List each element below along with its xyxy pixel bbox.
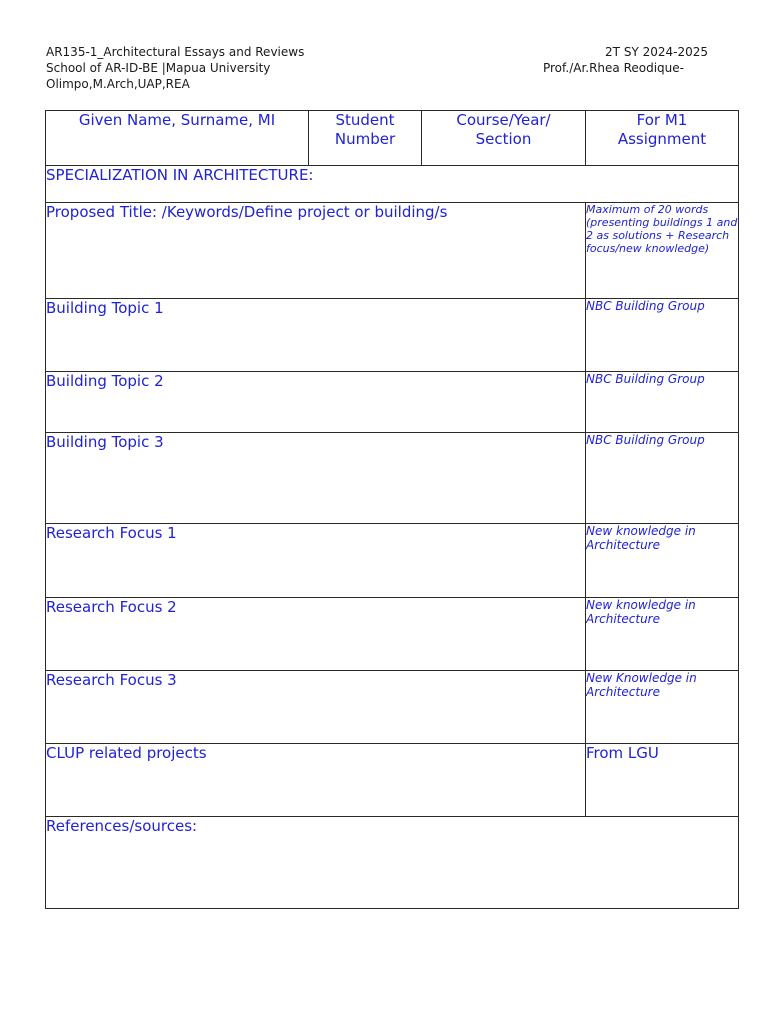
table-row — [46, 433, 739, 524]
table-row — [46, 372, 739, 433]
row-note: Maximum of 20 words (presenting buildings 1 and 2 as solutions + Research focus/new knowledge) — [586, 203, 738, 255]
student-number-header-line1: Student — [335, 111, 395, 129]
row-note-cell — [586, 372, 739, 433]
row-note-cell — [586, 203, 739, 299]
row-note: New knowledge in Architecture — [586, 524, 696, 552]
table-row — [46, 299, 739, 372]
name-header-cell[interactable] — [46, 111, 309, 166]
header-line-3 — [46, 76, 714, 92]
table-row — [46, 744, 739, 817]
specialization-row — [46, 166, 739, 203]
row-note: NBC Building Group — [586, 299, 705, 313]
assignment-header-line1: For M1 — [636, 111, 688, 129]
student-number-header-cell[interactable] — [309, 111, 422, 166]
student-number-header-line2: Number — [334, 130, 396, 148]
research-focus-3-field[interactable] — [46, 671, 586, 744]
row-note: New knowledge in Architecture — [586, 598, 696, 626]
school-term: 2T SY 2024-2025 — [605, 45, 708, 59]
row-note-cell — [586, 598, 739, 671]
row-label: CLUP related projects — [46, 744, 207, 762]
specialization-cell[interactable] — [46, 166, 739, 203]
table-row — [46, 203, 739, 299]
row-label: Research Focus 1 — [46, 524, 177, 542]
references-label: References/sources: — [46, 817, 198, 835]
row-note-cell — [586, 299, 739, 372]
specialization-label: SPECIALIZATION IN ARCHITECTURE: — [46, 166, 314, 184]
row-note: NBC Building Group — [586, 433, 705, 447]
assignment-header-cell — [586, 111, 739, 166]
row-note-cell — [586, 671, 739, 744]
table-row — [46, 524, 739, 598]
row-label: Building Topic 3 — [46, 433, 164, 451]
building-topic-1-field[interactable] — [46, 299, 586, 372]
professor-credentials: Olimpo,M.Arch,UAP,REA — [46, 77, 190, 91]
row-label: Research Focus 3 — [46, 671, 177, 689]
row-note: From LGU — [586, 744, 659, 762]
header-line-1 — [46, 44, 714, 60]
row-note-cell — [586, 744, 739, 817]
row-label: Research Focus 2 — [46, 598, 177, 616]
professor-name: Prof./Ar.Rhea Reodique- — [542, 61, 684, 75]
course-title: AR135-1_Architectural Essays and Reviews — [46, 45, 305, 59]
name-header: Given Name, Surname, MI — [78, 111, 276, 129]
clup-projects-field[interactable] — [46, 744, 586, 817]
research-focus-2-field[interactable] — [46, 598, 586, 671]
course-header-cell[interactable] — [422, 111, 586, 166]
row-label: Building Topic 1 — [46, 299, 164, 317]
proposed-title-field[interactable] — [46, 203, 586, 299]
school-name: School of AR-ID-BE |Mapua University — [46, 61, 271, 75]
row-label: Proposed Title: /Keywords/Define project or building/s — [46, 203, 448, 221]
table-row — [46, 671, 739, 744]
building-topic-3-field[interactable] — [46, 433, 586, 524]
course-header-line1: Course/Year/ — [456, 111, 551, 129]
row-note-cell — [586, 524, 739, 598]
assignment-form-table — [45, 110, 739, 909]
row-note: NBC Building Group — [586, 372, 705, 386]
row-label: Building Topic 2 — [46, 372, 164, 390]
assignment-header-line2: Assignment — [617, 130, 707, 148]
building-topic-2-field[interactable] — [46, 372, 586, 433]
row-note-cell — [586, 433, 739, 524]
references-row — [46, 817, 739, 909]
header-row — [46, 111, 739, 166]
course-header-line2: Section — [475, 130, 532, 148]
research-focus-1-field[interactable] — [46, 524, 586, 598]
references-field[interactable] — [46, 817, 739, 909]
table-row — [46, 598, 739, 671]
row-note: New Knowledge in Architecture — [586, 671, 697, 699]
header-line-2 — [46, 60, 714, 76]
document-header — [46, 44, 714, 92]
